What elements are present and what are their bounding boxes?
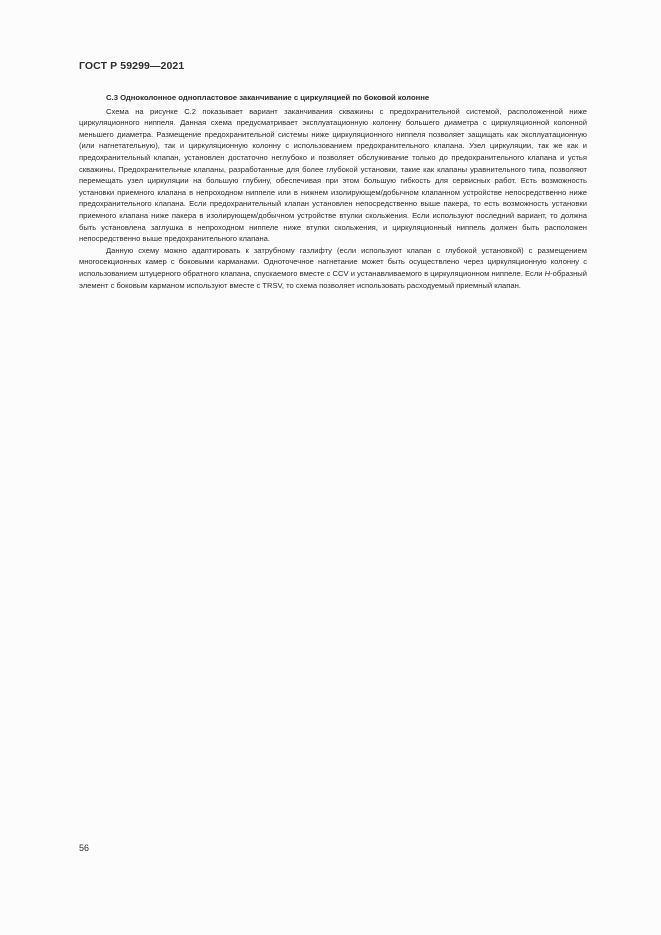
section-content: [79, 92, 587, 291]
paragraph-2-text-before: Данную схему можно адаптировать к затрубному газлифту (если используют клапан с глубокой установкой) с размещением многосекционных камер с боковыми карманами. Одноточечное нагнетание может быть осуществлено через циркуляционную колонну с использованием штуцерного обратного клапана, спускаемого вместе с CCV и устанавливаемого в циркуляционном ниппеле. Если: [79, 245, 587, 278]
paragraph-2: [79, 245, 587, 291]
paragraph-2-text-after: -образный элемент с боковым карманом используют вместе с TRSV, то схема позволяет использовать расходуемый приемный клапан.: [79, 268, 587, 290]
section-title: С.3 Одноколонное однопластовое заканчивание с циркуляцией по боковой колонне: [106, 93, 430, 102]
paragraph-2-italic-letter: Н: [544, 268, 551, 278]
paragraph-1: Схема на рисунке С.2 показывает вариант заканчивания скважины с предохранительной системой, расположенной ниже циркуляционного ниппеля. Данная схема предусматривает эксплуатационную колонну большего диаметра с циркуляционной колонной меньшего диаметра. Размещение предохранительной системы ниже циркуляционного ниппеля позволяет защищать как эксплуатационную (или нагнетательную), так и циркуляционную колонну с использованием предохранительного клапана. Узел циркуляции, так же как и предохранительный клапан, установлен достаточно неглубоко и позволяет обслуживание только до предохранительного клапана и устья скважины. Предохранительные клапаны, разработанные для более глубокой установки, такие как клапаны уравнительного типа, позволяют перемещать узел циркуляции на большую глубину, обеспечивая при этом большую гибкость для сервисных работ. Есть возможность установки приемного клапана в непроходном ниппеле или в нижнем изолирующем/добычном клапанном устройстве непосредственно ниже предохранительного клапана. Если предохранительный клапан установлен непосредственно выше пакера, то есть возможность установки приемного клапана ниже пакера в изолирующем/добычном устройстве втулки скольжения. Если используют последний вариант, то должна быть установлена заглушка в непроходном ниппеле ниже втулки скольжения, и циркуляционный ниппель должен быть расположен непосредственно выше предохранительного клапана.: [79, 106, 587, 244]
page-number: 56: [79, 843, 90, 853]
document-header-code: ГОСТ Р 59299—2021: [79, 60, 185, 72]
